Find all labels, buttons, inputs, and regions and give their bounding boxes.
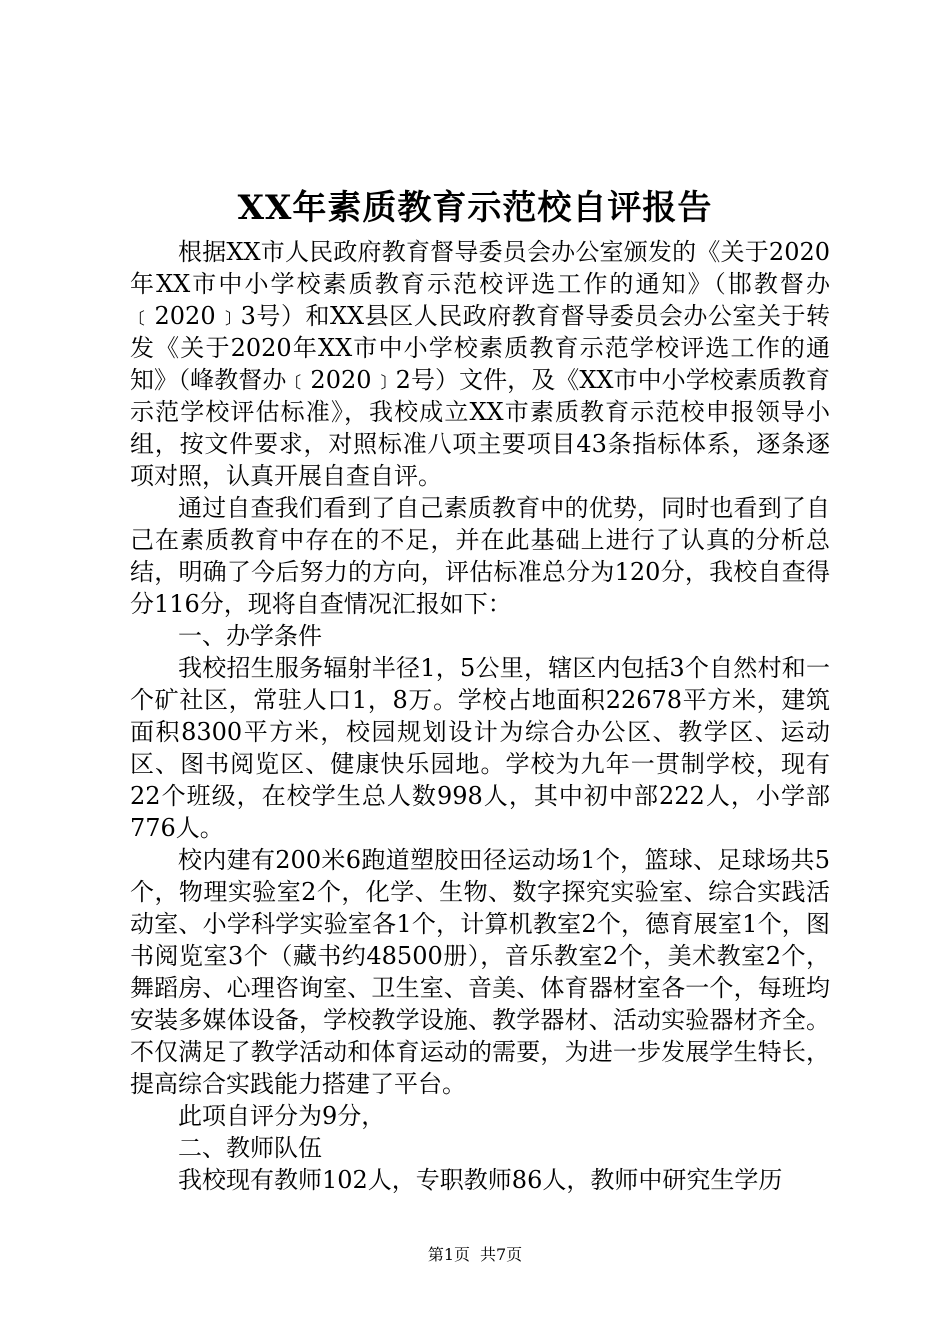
paragraph: 我校现有教师102人，专职教师86人，教师中研究生学历 [178, 1166, 783, 1194]
paragraph: 校内建有200米6跑道塑胶田径运动场1个，篮球、足球场共5个，物理实验室2个，化学、生物、数字探究实验室、综合实践活动室、小学科学实验室各1个，计算机教室2个，德育展室1个，图书阅览室3个（藏书约48500册），音乐教室2个，美术教室2个，舞蹈房、心理咨询室、卫生室、音美、体育器材室各一个，每班均安装多媒体设备，学校教学设施、教学器材、活动实验器材齐全。不仅满足了教学活动和体育运动的需要，为进一步发展学生特长，提高综合实践能力搭建了平台。 [130, 846, 830, 1098]
page-footer [0, 1244, 950, 1266]
section-heading: 一、办学条件 [178, 622, 322, 650]
paragraph: 根据XX市人民政府教育督导委员会办公室颁发的《关于2020年XX市中小学校素质教育示范校评选工作的通知》（邯教督办﹝2020﹞3号）和XX县区人民政府教育督导委员会办公室关于转发《关于2020年XX市中小学校素质教育示范学校评选工作的通知》（峰教督办﹝2020﹞2号）文件，及《XX市中小学校素质教育示范学校评估标准》，我校成立XX市素质教育示范校申报领导小组，按文件要求，对照标准八项主要项目43条指标体系，逐条逐项对照，认真开展自查自评。 [130, 238, 830, 490]
document-title: XX年素质教育示范校自评报告 [237, 188, 713, 228]
document-body [130, 236, 830, 1196]
page-number: 第1页 [427, 1245, 470, 1264]
paragraph: 我校招生服务辐射半径1，5公里，辖区内包括3个自然村和一个矿社区，常驻人口1，8万。学校占地面积22678平方米，建筑面积8300平方米，校园规划设计为综合办公区、教学区、运动区、图书阅览区、健康快乐园地。学校为九年一贯制学校，现有22个班级，在校学生总人数998人，其中初中部222人，小学部776人。 [130, 654, 830, 842]
paragraph: 此项自评分为9分， [178, 1102, 386, 1130]
section-heading: 二、教师队伍 [178, 1134, 322, 1162]
page-total: 共7页 [480, 1245, 523, 1264]
paragraph: 通过自查我们看到了自己素质教育中的优势，同时也看到了自己在素质教育中存在的不足，并在此基础上进行了认真的分析总结，明确了今后努力的方向，评估标准总分为120分，我校自查得分116分，现将自查情况汇报如下： [130, 494, 830, 618]
